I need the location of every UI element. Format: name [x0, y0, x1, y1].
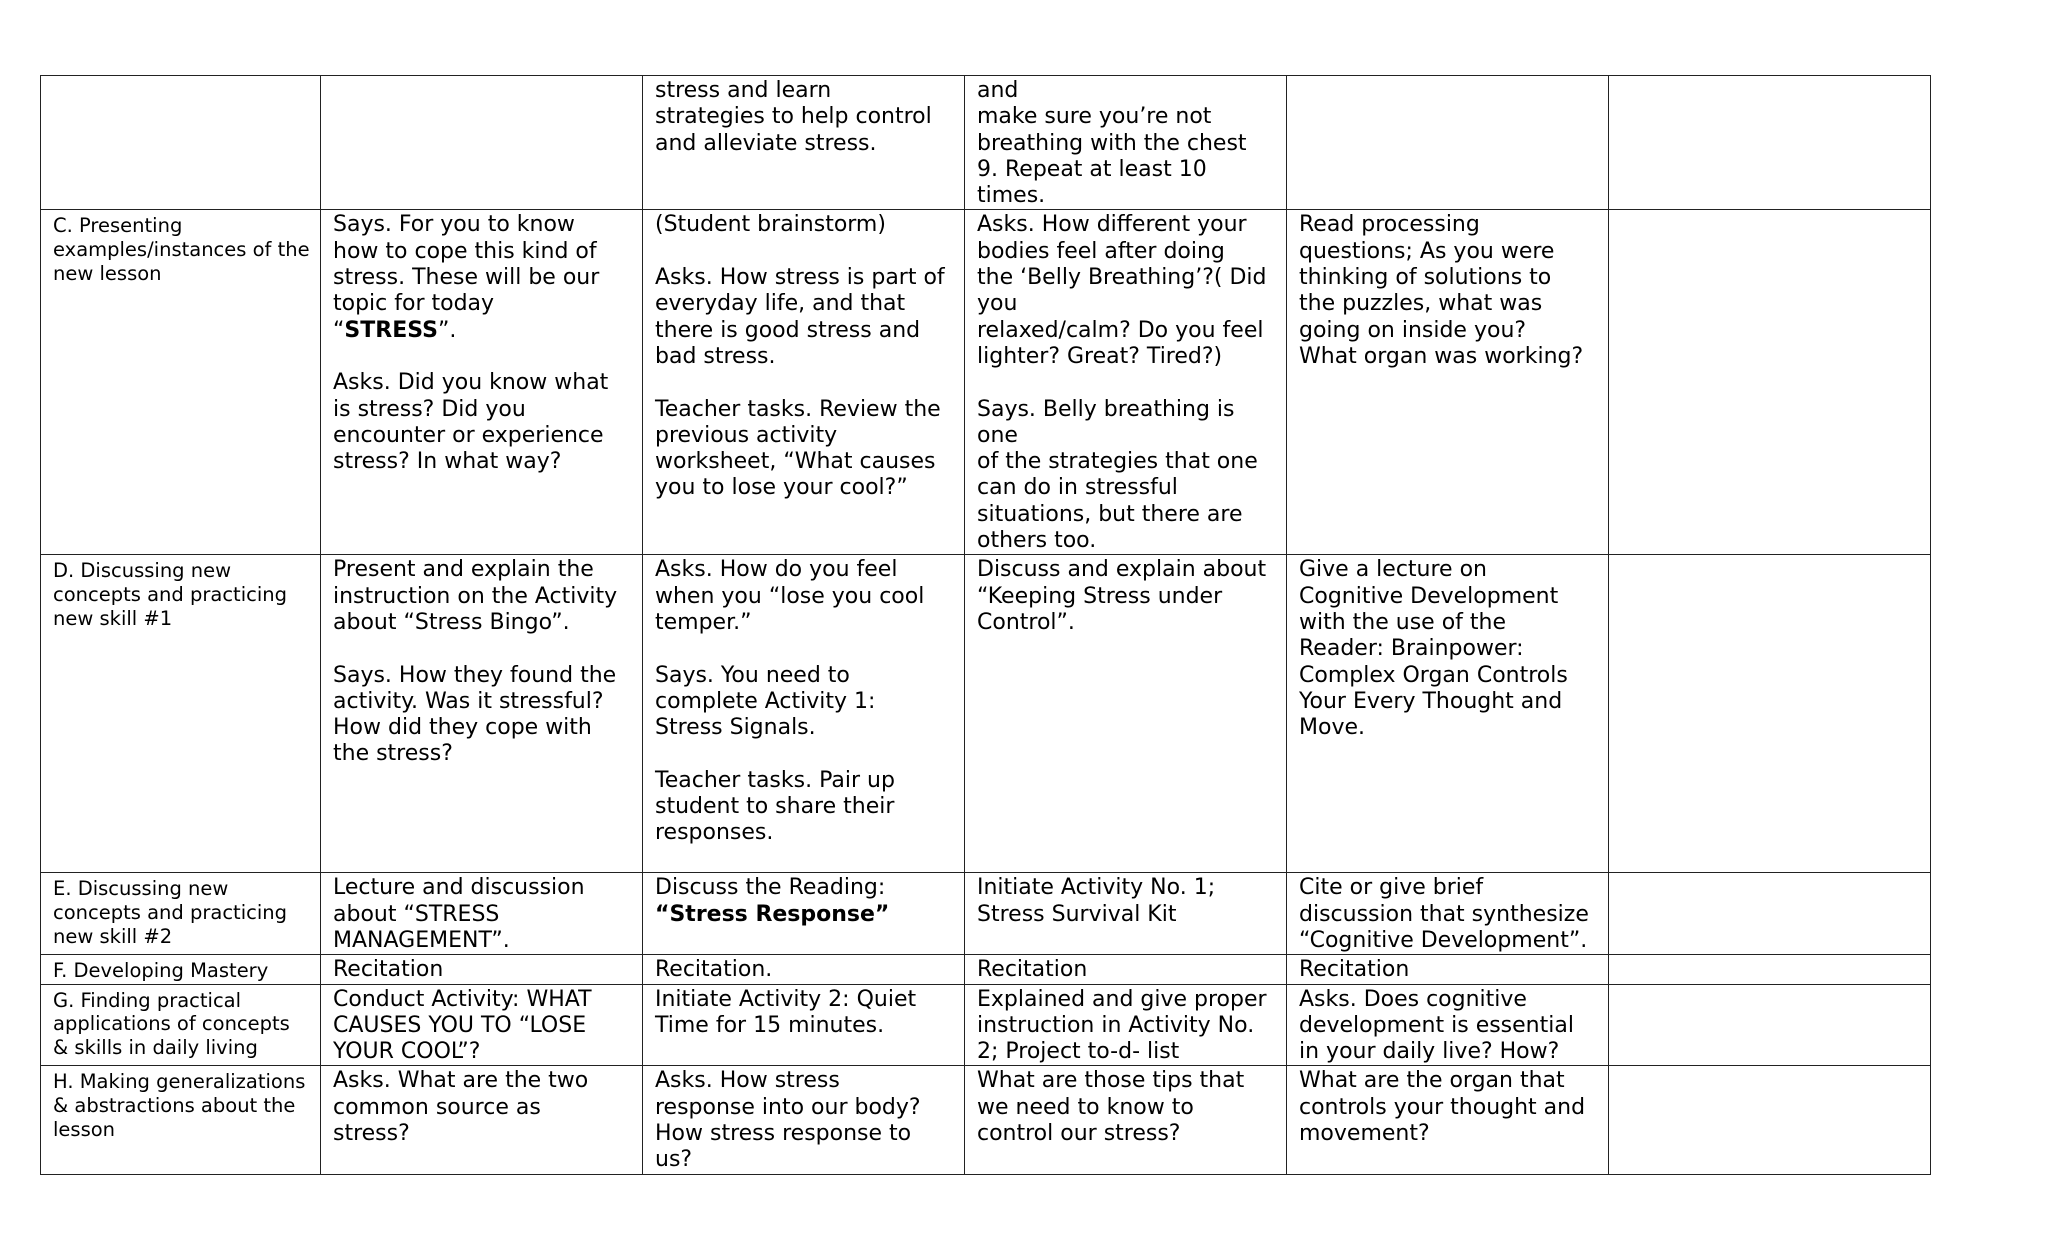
cell-line: control our stress?: [977, 1121, 1181, 1147]
cell-line: with the use of the: [1299, 609, 1507, 635]
cell-line: about “Stress Bingo”.: [333, 609, 570, 635]
cell-day-4: [1287, 955, 1609, 984]
lesson-plan-table: [40, 75, 1931, 1175]
cell-day-3: [965, 555, 1287, 873]
cell-line: stress and learn: [655, 78, 832, 103]
cell-line: instruction in Activity No.: [977, 1012, 1255, 1038]
cell-line: [655, 239, 954, 265]
cell-line: you to lose your cool?”: [655, 475, 908, 501]
cell-line: Complex Organ Controls: [1299, 662, 1568, 688]
cell-line: breathing with the chest: [977, 130, 1247, 156]
cell-line: Recitation: [1299, 957, 1410, 983]
cell-line: response into our body?: [655, 1094, 921, 1120]
cell-line: there is good stress and: [655, 317, 921, 343]
cell-line: Asks. What are the two: [333, 1068, 589, 1094]
cell-line: Stress Survival Kit: [977, 901, 1177, 927]
cell-line: Initiate Activity No. 1;: [977, 875, 1216, 901]
cell-day-1: [321, 1066, 643, 1174]
cell-line: Stress Signals.: [655, 715, 816, 741]
cell-line: Explained and give proper: [977, 986, 1267, 1012]
cell-line: Read processing: [1299, 212, 1480, 238]
table-row-f-mastery: [41, 955, 1931, 984]
cell-day-5: [1609, 873, 1931, 955]
cell-day-5: [1609, 1066, 1931, 1174]
cell-line: questions; As you were: [1299, 238, 1555, 264]
cell-day-1: [321, 955, 643, 984]
cell-line: Asks. Does cognitive: [1299, 986, 1527, 1012]
cell-line: one: [977, 422, 1018, 448]
cell-line: stress? In what way?: [333, 449, 562, 475]
cell-line: YOUR COOL”?: [333, 1039, 481, 1065]
cell-line: of the strategies that one: [977, 449, 1258, 475]
row-label: F. Developing Mastery: [41, 955, 321, 984]
cell-line: situations, but there are: [977, 501, 1243, 527]
table-row-continued: [41, 76, 1931, 210]
cell-line: Cognitive Development: [1299, 583, 1559, 609]
cell-line: Reader: Brainpower:: [1299, 636, 1524, 662]
cell-line: Discuss the Reading:: [655, 875, 886, 901]
cell-line: “Cognitive Development”.: [1299, 927, 1588, 953]
cell-day-1: [321, 984, 643, 1066]
row-label: [41, 76, 321, 210]
cell-line: others too.: [977, 528, 1097, 554]
cell-line: when you “lose you cool: [655, 583, 925, 609]
cell-day-3: [965, 873, 1287, 955]
table-row-d-discussing-1: [41, 555, 1931, 873]
row-label: G. Finding practical applications of concepts & skills in daily living: [41, 984, 321, 1066]
cell-line: Move.: [1299, 715, 1365, 741]
cell-day-5: [1609, 555, 1931, 873]
cell-line: lighter? Great? Tired?): [977, 343, 1223, 369]
cell-line: “STRESS”.: [333, 317, 457, 343]
cell-line: Asks. How different your: [977, 212, 1247, 238]
cell-line: the stress?: [333, 741, 453, 767]
cell-line: (Student brainstorm): [655, 212, 886, 238]
cell-line: What organ was working?: [1299, 343, 1584, 369]
table-body: [41, 76, 1931, 1175]
cell-line: MANAGEMENT”.: [333, 927, 510, 953]
cell-line: responses.: [655, 820, 774, 846]
table-row-e-discussing-2: [41, 873, 1931, 955]
cell-line: controls your thought and: [1299, 1094, 1586, 1120]
cell-line: temper.”: [655, 609, 752, 635]
cell-line: Recitation: [977, 957, 1088, 983]
cell-line: [655, 370, 954, 396]
cell-line: movement?: [1299, 1121, 1430, 1147]
cell-line: complete Activity 1:: [655, 688, 876, 714]
cell-line: Discuss and explain about: [977, 557, 1267, 583]
cell-line: Asks. How stress: [655, 1068, 840, 1094]
cell-line: “Stress Response”: [655, 901, 890, 927]
cell-line: “Keeping Stress under: [977, 583, 1223, 609]
cell-line: strategies to help control: [655, 104, 932, 130]
cell-line: worksheet, “What causes: [655, 449, 936, 475]
cell-line: topic for today: [333, 291, 495, 317]
cell-line: Says. You need to: [655, 662, 850, 688]
cell-day-1: [321, 210, 643, 555]
cell-line: Says. Belly breathing is: [977, 396, 1235, 422]
cell-line: Asks. How do you feel: [655, 557, 898, 583]
cell-line: the puzzles, what was: [1299, 291, 1543, 317]
cell-line: stress. These will be our: [333, 265, 600, 291]
cell-line: previous activity: [655, 422, 838, 448]
cell-line: in your daily live? How?: [1299, 1039, 1560, 1065]
cell-line: activity. Was it stressful?: [333, 688, 604, 714]
cell-line: development is essential: [1299, 1012, 1574, 1038]
cell-line: Recitation.: [655, 957, 773, 983]
cell-line: Teacher tasks. Review the: [655, 396, 941, 422]
cell-day-3: [965, 984, 1287, 1066]
cell-line: What are those tips that: [977, 1068, 1245, 1094]
cell-day-2: [643, 1066, 965, 1174]
cell-line: How stress response to: [655, 1121, 912, 1147]
cell-line: Cite or give brief: [1299, 875, 1484, 901]
cell-line: we need to know to: [977, 1094, 1194, 1120]
cell-line: is stress? Did you: [333, 396, 526, 422]
cell-line: bad stress.: [655, 343, 776, 369]
cell-line: Says. For you to know: [333, 212, 575, 238]
cell-line: What are the organ that: [1299, 1068, 1565, 1094]
cell-line: instruction on the Activity: [333, 583, 618, 609]
cell-line: thinking of solutions to: [1299, 265, 1552, 291]
cell-line: Teacher tasks. Pair up: [655, 767, 895, 793]
cell-line: common source as: [333, 1094, 541, 1120]
cell-line: Says. How they found the: [333, 662, 617, 688]
cell-day-3: [965, 76, 1287, 210]
cell-line: about “STRESS: [333, 901, 500, 927]
row-label: C. Presenting examples/instances of the new lesson: [41, 210, 321, 555]
cell-line: everyday life, and that: [655, 291, 906, 317]
cell-day-5: [1609, 984, 1931, 1066]
cell-day-3: [965, 955, 1287, 984]
cell-line: discussion that synthesize: [1299, 901, 1589, 927]
cell-day-2: [643, 873, 965, 955]
cell-line: [333, 344, 632, 370]
cell-line: you: [977, 291, 1018, 317]
cell-line: 2; Project to-d- list: [977, 1039, 1180, 1065]
cell-day-1: [321, 873, 643, 955]
cell-line: [655, 636, 954, 662]
cell-line: Your Every Thought and: [1299, 688, 1563, 714]
cell-day-1: [321, 555, 643, 873]
cell-day-3: [965, 1066, 1287, 1174]
cell-line: How did they cope with: [333, 715, 592, 741]
cell-line: bodies feel after doing: [977, 238, 1225, 264]
table-row-g-practical: [41, 984, 1931, 1066]
cell-line: make sure you’re not: [977, 104, 1212, 130]
cell-line: us?: [655, 1147, 693, 1173]
cell-line: Asks. Did you know what: [333, 370, 609, 396]
row-label: D. Discussing new concepts and practicing new skill #1: [41, 555, 321, 873]
cell-line: CAUSES YOU TO “LOSE: [333, 1012, 587, 1038]
table-row-h-generalizations: [41, 1066, 1931, 1174]
cell-day-4: [1287, 555, 1609, 873]
cell-line: Initiate Activity 2: Quiet: [655, 986, 917, 1012]
cell-line: Lecture and discussion: [333, 875, 585, 901]
cell-day-3: [965, 210, 1287, 555]
cell-line: Time for 15 minutes.: [655, 1012, 885, 1038]
cell-line: and: [977, 78, 1019, 103]
cell-line: 9. Repeat at least 10: [977, 156, 1207, 182]
cell-line: Conduct Activity: WHAT: [333, 986, 592, 1012]
cell-line: and alleviate stress.: [655, 130, 877, 156]
cell-line: can do in stressful: [977, 475, 1178, 501]
cell-day-4: [1287, 873, 1609, 955]
cell-line: relaxed/calm? Do you feel: [977, 317, 1264, 343]
cell-day-5: [1609, 76, 1931, 210]
cell-day-2: [643, 555, 965, 873]
cell-line: stress?: [333, 1121, 410, 1147]
table-row-c-presenting: [41, 210, 1931, 555]
cell-day-2: [643, 984, 965, 1066]
cell-day-4: [1287, 76, 1609, 210]
row-label: E. Discussing new concepts and practicing new skill #2: [41, 873, 321, 955]
cell-line: the ‘Belly Breathing’?( Did: [977, 265, 1267, 291]
cell-day-1: [321, 76, 643, 210]
cell-day-4: [1287, 210, 1609, 555]
cell-line: [655, 741, 954, 767]
cell-line: how to cope this kind of: [333, 238, 597, 264]
cell-day-4: [1287, 1066, 1609, 1174]
cell-day-2: [643, 76, 965, 210]
cell-line: [977, 370, 1276, 396]
cell-line: student to share their: [655, 794, 895, 820]
cell-line: Recitation: [333, 957, 444, 983]
cell-line: Give a lecture on: [1299, 557, 1487, 583]
cell-line: [333, 636, 632, 662]
cell-line: Control”.: [977, 609, 1075, 635]
cell-day-5: [1609, 210, 1931, 555]
cell-line: Present and explain the: [333, 557, 594, 583]
cell-line: times.: [977, 183, 1046, 209]
cell-day-4: [1287, 984, 1609, 1066]
cell-day-5: [1609, 955, 1931, 984]
cell-line: Asks. How stress is part of: [655, 265, 945, 291]
cell-day-2: [643, 955, 965, 984]
cell-line: going on inside you?: [1299, 317, 1527, 343]
row-label: H. Making generalizations & abstractions about the lesson: [41, 1066, 321, 1174]
cell-line: encounter or experience: [333, 422, 604, 448]
cell-day-2: [643, 210, 965, 555]
